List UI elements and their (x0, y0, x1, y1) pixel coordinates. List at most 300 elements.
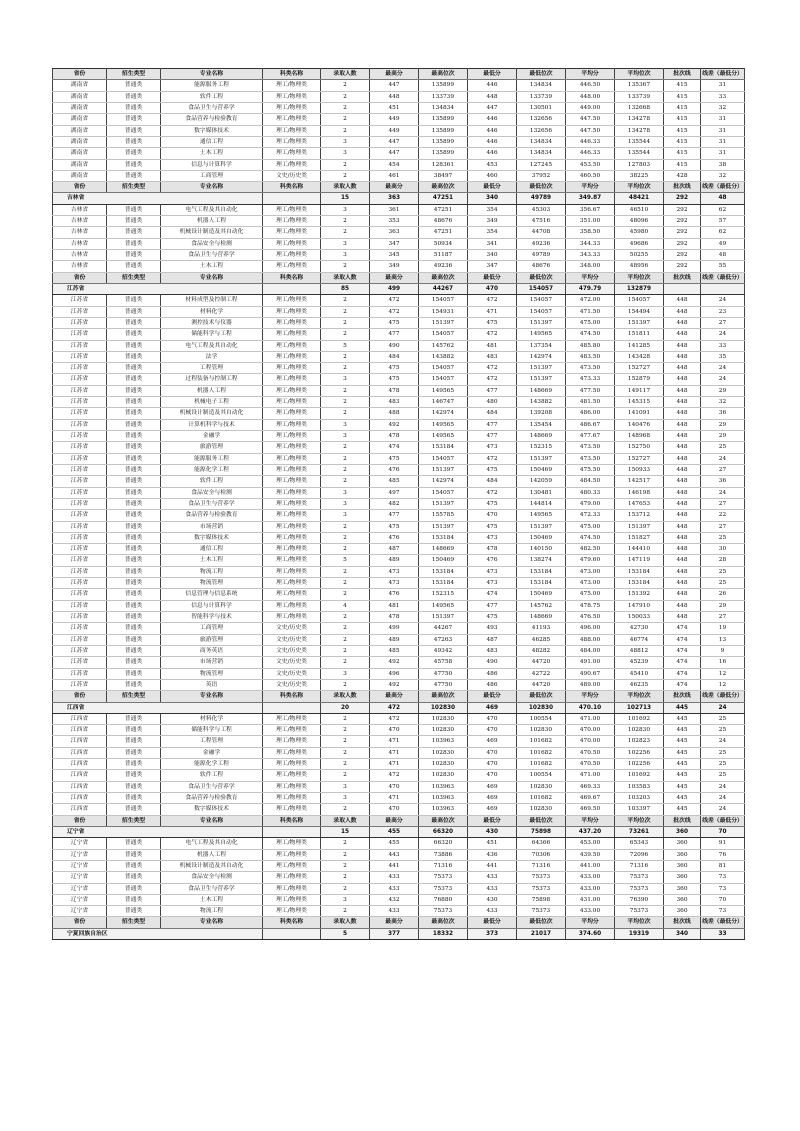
cell-lowest-rank: 48282 (517, 645, 566, 656)
cell-lowest-score: 472 (468, 329, 517, 340)
cell-highest-rank: 142974 (419, 408, 468, 419)
cell-subject-category: 理工/物理类 (263, 906, 321, 917)
summary-highest-rank: 102830 (419, 702, 468, 713)
cell-admission-type: 普通类 (107, 453, 161, 464)
column-header-province: 省份 (53, 815, 107, 826)
summary-average-score: 374.60 (566, 928, 615, 939)
cell-batch-line: 474 (664, 623, 701, 634)
cell-lowest-score: 473 (468, 532, 517, 543)
cell-highest-score: 477 (370, 329, 419, 340)
cell-admitted-count: 2 (321, 385, 370, 396)
table-row (53, 849, 745, 860)
cell-province: 江苏省 (53, 634, 107, 645)
cell-average-score: 448.00 (566, 91, 615, 102)
column-header-batch-line: 批次线 (664, 691, 701, 702)
cell-province: 江苏省 (53, 510, 107, 521)
cell-admission-type: 普通类 (107, 80, 161, 91)
cell-batch-line: 445 (664, 781, 701, 792)
cell-lowest-score: 475 (468, 464, 517, 475)
cell-major-name: 电气工程及其自动化 (161, 838, 263, 849)
cell-highest-score: 471 (370, 793, 419, 804)
cell-batch-line: 448 (664, 397, 701, 408)
cell-average-score: 356.67 (566, 204, 615, 215)
cell-major-name: 软件工程 (161, 770, 263, 781)
cell-average-rank: 147910 (615, 600, 664, 611)
cell-admitted-count: 2 (321, 464, 370, 475)
summary-batch-line: 445 (664, 702, 701, 713)
cell-admission-type: 普通类 (107, 351, 161, 362)
cell-highest-score: 477 (370, 510, 419, 521)
column-header-admitted-count: 录取人数 (321, 815, 370, 826)
column-header-score-gap: 线差（最低分） (701, 272, 745, 283)
cell-subject-category: 理工/物理类 (263, 374, 321, 385)
summary-highest-rank: 44267 (419, 283, 468, 294)
cell-admission-type: 普通类 (107, 838, 161, 849)
cell-province: 江苏省 (53, 623, 107, 634)
summary-admitted-count: 15 (321, 193, 370, 204)
cell-average-rank: 150033 (615, 612, 664, 623)
cell-batch-line: 448 (664, 306, 701, 317)
cell-major-name: 土木工程 (161, 261, 263, 272)
cell-batch-line: 415 (664, 91, 701, 102)
cell-province: 江苏省 (53, 532, 107, 543)
cell-score-gap: 26 (701, 589, 745, 600)
column-header-admitted-count: 录取人数 (321, 272, 370, 283)
column-header-batch-line: 批次线 (664, 182, 701, 193)
cell-highest-rank: 154057 (419, 329, 468, 340)
cell-province: 江苏省 (53, 668, 107, 679)
cell-admitted-count: 2 (321, 770, 370, 781)
cell-highest-score: 497 (370, 487, 419, 498)
cell-highest-score: 449 (370, 125, 419, 136)
cell-score-gap: 57 (701, 216, 745, 227)
cell-score-gap: 19 (701, 623, 745, 634)
cell-lowest-score: 469 (468, 793, 517, 804)
cell-admitted-count: 2 (321, 397, 370, 408)
summary-batch-line: 360 (664, 826, 701, 837)
cell-admission-type: 普通类 (107, 317, 161, 328)
cell-batch-line: 448 (664, 329, 701, 340)
cell-average-score: 475.00 (566, 521, 615, 532)
table-row (53, 657, 745, 668)
cell-lowest-rank: 71316 (517, 860, 566, 871)
cell-score-gap: 22 (701, 510, 745, 521)
summary-score-gap: 33 (701, 928, 745, 939)
cell-batch-line: 292 (664, 216, 701, 227)
cell-average-score: 446.50 (566, 80, 615, 91)
table-row (53, 114, 745, 125)
cell-admission-type: 普通类 (107, 736, 161, 747)
cell-average-score: 471.00 (566, 770, 615, 781)
cell-lowest-score: 460 (468, 170, 517, 181)
column-header-highest-score: 最高分 (370, 272, 419, 283)
cell-province: 江苏省 (53, 555, 107, 566)
cell-major-name: 市场营销 (161, 657, 263, 668)
cell-province: 湖南省 (53, 114, 107, 125)
cell-admission-type: 普通类 (107, 419, 161, 430)
cell-lowest-rank: 101682 (517, 759, 566, 770)
cell-major-name: 金融学 (161, 747, 263, 758)
cell-province: 辽宁省 (53, 872, 107, 883)
cell-highest-rank: 154057 (419, 453, 468, 464)
cell-subject-category: 理工/物理类 (263, 80, 321, 91)
table-row (53, 566, 745, 577)
column-header-highest-rank: 最高位次 (419, 691, 468, 702)
column-header-admission-type: 招生类型 (107, 182, 161, 193)
cell-lowest-rank: 135454 (517, 419, 566, 430)
cell-score-gap: 24 (701, 793, 745, 804)
cell-subject-category: 理工/物理类 (263, 136, 321, 147)
province-summary-row (53, 193, 745, 204)
cell-average-score: 446.33 (566, 136, 615, 147)
cell-average-rank: 144410 (615, 544, 664, 555)
table-row (53, 634, 745, 645)
cell-admitted-count: 3 (321, 204, 370, 215)
cell-batch-line: 448 (664, 589, 701, 600)
cell-admission-type: 普通类 (107, 159, 161, 170)
cell-lowest-rank: 140150 (517, 544, 566, 555)
cell-highest-score: 475 (370, 374, 419, 385)
column-header-lowest-score: 最低分 (468, 691, 517, 702)
cell-subject-category: 理工/物理类 (263, 849, 321, 860)
cell-lowest-rank: 102830 (517, 725, 566, 736)
cell-lowest-rank: 75373 (517, 883, 566, 894)
column-header-highest-score: 最高分 (370, 691, 419, 702)
cell-province: 湖南省 (53, 136, 107, 147)
cell-lowest-rank: 127245 (517, 159, 566, 170)
cell-average-score: 433.00 (566, 872, 615, 883)
cell-average-score: 446.33 (566, 148, 615, 159)
cell-admitted-count: 2 (321, 351, 370, 362)
cell-major-name: 土木工程 (161, 555, 263, 566)
cell-major-name: 工商管理 (161, 170, 263, 181)
table-row (53, 374, 745, 385)
cell-batch-line: 474 (664, 657, 701, 668)
cell-lowest-score: 487 (468, 634, 517, 645)
cell-score-gap: 62 (701, 204, 745, 215)
cell-batch-line: 360 (664, 838, 701, 849)
cell-admission-type: 普通类 (107, 872, 161, 883)
cell-lowest-score: 470 (468, 770, 517, 781)
cell-admission-type: 普通类 (107, 566, 161, 577)
cell-average-rank: 103203 (615, 793, 664, 804)
cell-major-name: 过程装备与控制工程 (161, 374, 263, 385)
cell-batch-line: 448 (664, 600, 701, 611)
cell-admission-type: 普通类 (107, 612, 161, 623)
cell-batch-line: 448 (664, 295, 701, 306)
cell-highest-score: 492 (370, 657, 419, 668)
table-row (53, 397, 745, 408)
cell-lowest-rank: 130481 (517, 487, 566, 498)
cell-major-name: 法学 (161, 351, 263, 362)
summary-subject-category (263, 193, 321, 204)
table-row (53, 442, 745, 453)
column-header-highest-rank: 最高位次 (419, 272, 468, 283)
cell-batch-line: 448 (664, 578, 701, 589)
cell-highest-score: 492 (370, 679, 419, 690)
summary-average-rank: 19319 (615, 928, 664, 939)
cell-score-gap: 81 (701, 860, 745, 871)
cell-subject-category: 理工/物理类 (263, 148, 321, 159)
table-row (53, 317, 745, 328)
column-header-subject-category: 科类名称 (263, 69, 321, 80)
cell-highest-rank: 75373 (419, 872, 468, 883)
cell-subject-category: 理工/物理类 (263, 713, 321, 724)
cell-admission-type: 普通类 (107, 668, 161, 679)
cell-highest-score: 478 (370, 385, 419, 396)
column-header-lowest-score: 最低分 (468, 917, 517, 928)
header-row (53, 917, 745, 928)
cell-lowest-score: 481 (468, 340, 517, 351)
cell-highest-score: 433 (370, 872, 419, 883)
cell-province: 辽宁省 (53, 883, 107, 894)
cell-average-score: 469.67 (566, 793, 615, 804)
cell-highest-rank: 148669 (419, 544, 468, 555)
cell-score-gap: 36 (701, 476, 745, 487)
table-row (53, 216, 745, 227)
cell-admission-type: 普通类 (107, 114, 161, 125)
cell-highest-rank: 49236 (419, 261, 468, 272)
cell-lowest-score: 469 (468, 804, 517, 815)
cell-subject-category: 理工/物理类 (263, 804, 321, 815)
cell-batch-line: 445 (664, 713, 701, 724)
cell-highest-score: 475 (370, 363, 419, 374)
cell-highest-rank: 103963 (419, 793, 468, 804)
cell-province: 江苏省 (53, 578, 107, 589)
province-summary-row (53, 702, 745, 713)
cell-batch-line: 448 (664, 363, 701, 374)
table-row (53, 623, 745, 634)
cell-admitted-count: 2 (321, 634, 370, 645)
cell-subject-category: 理工/物理类 (263, 781, 321, 792)
cell-major-name: 机器人工程 (161, 216, 263, 227)
cell-average-rank: 102830 (615, 725, 664, 736)
cell-major-name: 商务英语 (161, 645, 263, 656)
cell-admitted-count: 2 (321, 747, 370, 758)
column-header-score-gap: 线差（最低分） (701, 917, 745, 928)
table-row (53, 860, 745, 871)
cell-lowest-score: 477 (468, 385, 517, 396)
cell-lowest-score: 441 (468, 860, 517, 871)
cell-average-score: 472.00 (566, 295, 615, 306)
cell-lowest-score: 477 (468, 431, 517, 442)
cell-major-name: 信息与计算科学 (161, 600, 263, 611)
cell-highest-score: 353 (370, 216, 419, 227)
cell-admitted-count: 2 (321, 159, 370, 170)
cell-score-gap: 29 (701, 419, 745, 430)
cell-province: 江苏省 (53, 464, 107, 475)
cell-admitted-count: 3 (321, 148, 370, 159)
cell-admitted-count: 3 (321, 238, 370, 249)
cell-average-score: 482.50 (566, 544, 615, 555)
cell-admitted-count: 2 (321, 329, 370, 340)
cell-admission-type: 普通类 (107, 793, 161, 804)
table-row (53, 759, 745, 770)
cell-lowest-score: 472 (468, 487, 517, 498)
table-row (53, 125, 745, 136)
cell-lowest-rank: 143882 (517, 397, 566, 408)
cell-province: 湖南省 (53, 80, 107, 91)
cell-batch-line: 448 (664, 374, 701, 385)
column-header-subject-category: 科类名称 (263, 272, 321, 283)
cell-lowest-score: 436 (468, 849, 517, 860)
cell-province: 江苏省 (53, 645, 107, 656)
column-header-score-gap: 线差（最低分） (701, 69, 745, 80)
summary-batch-line: 340 (664, 928, 701, 939)
province-summary-row (53, 826, 745, 837)
table-row (53, 261, 745, 272)
cell-highest-rank: 151397 (419, 464, 468, 475)
cell-subject-category: 文史/历史类 (263, 645, 321, 656)
cell-admitted-count: 2 (321, 589, 370, 600)
cell-average-score: 470.00 (566, 736, 615, 747)
cell-subject-category: 理工/物理类 (263, 329, 321, 340)
cell-batch-line: 415 (664, 136, 701, 147)
cell-lowest-rank: 49236 (517, 238, 566, 249)
cell-admitted-count: 2 (321, 578, 370, 589)
column-header-lowest-rank: 最低位次 (517, 815, 566, 826)
table-row (53, 363, 745, 374)
cell-batch-line: 448 (664, 521, 701, 532)
cell-lowest-rank: 144814 (517, 498, 566, 509)
cell-province: 吉林省 (53, 250, 107, 261)
cell-admitted-count: 5 (321, 340, 370, 351)
cell-lowest-rank: 130501 (517, 102, 566, 113)
cell-lowest-rank: 134834 (517, 148, 566, 159)
cell-highest-rank: 154057 (419, 363, 468, 374)
cell-province: 江苏省 (53, 408, 107, 419)
cell-score-gap: 33 (701, 340, 745, 351)
cell-subject-category: 理工/物理类 (263, 532, 321, 543)
cell-score-gap: 38 (701, 159, 745, 170)
cell-lowest-score: 433 (468, 906, 517, 917)
table-row (53, 872, 745, 883)
cell-batch-line: 360 (664, 860, 701, 871)
cell-province: 吉林省 (53, 238, 107, 249)
table-row (53, 713, 745, 724)
cell-lowest-score: 483 (468, 351, 517, 362)
cell-highest-rank: 153184 (419, 578, 468, 589)
table-row (53, 148, 745, 159)
cell-lowest-rank: 154057 (517, 295, 566, 306)
cell-province: 吉林省 (53, 261, 107, 272)
summary-lowest-score: 430 (468, 826, 517, 837)
cell-average-score: 473.50 (566, 363, 615, 374)
cell-score-gap: 25 (701, 713, 745, 724)
cell-admitted-count: 2 (321, 532, 370, 543)
column-header-average-score: 平均分 (566, 272, 615, 283)
cell-highest-rank: 153184 (419, 566, 468, 577)
column-header-lowest-score: 最低分 (468, 69, 517, 80)
cell-province: 辽宁省 (53, 906, 107, 917)
table-row (53, 747, 745, 758)
cell-average-score: 480.33 (566, 487, 615, 498)
cell-province: 吉林省 (53, 216, 107, 227)
table-row (53, 793, 745, 804)
cell-highest-score: 476 (370, 589, 419, 600)
cell-highest-rank: 153184 (419, 442, 468, 453)
cell-score-gap: 62 (701, 227, 745, 238)
cell-highest-rank: 73886 (419, 849, 468, 860)
cell-province: 辽宁省 (53, 894, 107, 905)
cell-batch-line: 448 (664, 351, 701, 362)
column-header-highest-rank: 最高位次 (419, 69, 468, 80)
cell-average-rank: 102256 (615, 759, 664, 770)
cell-batch-line: 448 (664, 408, 701, 419)
cell-average-rank: 133739 (615, 91, 664, 102)
cell-province: 江苏省 (53, 306, 107, 317)
column-header-lowest-rank: 最低位次 (517, 691, 566, 702)
column-header-lowest-rank: 最低位次 (517, 272, 566, 283)
column-header-highest-score: 最高分 (370, 69, 419, 80)
column-header-average-rank: 平均位次 (615, 691, 664, 702)
cell-lowest-score: 446 (468, 148, 517, 159)
cell-score-gap: 27 (701, 521, 745, 532)
cell-admission-type: 普通类 (107, 894, 161, 905)
cell-subject-category: 理工/物理类 (263, 363, 321, 374)
cell-score-gap: 27 (701, 464, 745, 475)
table-row (53, 204, 745, 215)
summary-highest-score: 472 (370, 702, 419, 713)
cell-lowest-rank: 44720 (517, 657, 566, 668)
cell-province: 江苏省 (53, 397, 107, 408)
cell-major-name: 能源化学工程 (161, 759, 263, 770)
cell-average-score: 470.50 (566, 759, 615, 770)
cell-batch-line: 448 (664, 431, 701, 442)
column-header-score-gap: 线差（最低分） (701, 815, 745, 826)
cell-average-rank: 148968 (615, 431, 664, 442)
cell-average-rank: 71316 (615, 860, 664, 871)
cell-subject-category: 理工/物理类 (263, 589, 321, 600)
cell-admission-type: 普通类 (107, 227, 161, 238)
cell-score-gap: 29 (701, 431, 745, 442)
cell-subject-category: 理工/物理类 (263, 351, 321, 362)
table-row (53, 464, 745, 475)
cell-admitted-count: 3 (321, 136, 370, 147)
cell-average-score: 453.00 (566, 838, 615, 849)
cell-lowest-score: 474 (468, 589, 517, 600)
cell-average-rank: 42730 (615, 623, 664, 634)
cell-batch-line: 445 (664, 725, 701, 736)
cell-province: 吉林省 (53, 204, 107, 215)
cell-batch-line: 448 (664, 510, 701, 521)
summary-highest-rank: 47251 (419, 193, 468, 204)
summary-score-gap: 24 (701, 702, 745, 713)
cell-highest-score: 454 (370, 159, 419, 170)
cell-major-name: 能源服务工程 (161, 453, 263, 464)
column-header-average-score: 平均分 (566, 69, 615, 80)
summary-lowest-score: 469 (468, 702, 517, 713)
cell-lowest-rank: 142059 (517, 476, 566, 487)
cell-major-name: 食品安全与检测 (161, 872, 263, 883)
cell-lowest-rank: 37952 (517, 170, 566, 181)
cell-admitted-count: 2 (321, 883, 370, 894)
cell-average-rank: 46510 (615, 204, 664, 215)
cell-score-gap: 76 (701, 849, 745, 860)
cell-subject-category: 理工/物理类 (263, 566, 321, 577)
table-row (53, 578, 745, 589)
cell-admitted-count: 3 (321, 431, 370, 442)
column-header-batch-line: 批次线 (664, 272, 701, 283)
cell-province: 江苏省 (53, 476, 107, 487)
cell-admission-type: 普通类 (107, 261, 161, 272)
cell-batch-line: 415 (664, 80, 701, 91)
table-row (53, 532, 745, 543)
cell-highest-score: 349 (370, 261, 419, 272)
cell-admission-type: 普通类 (107, 623, 161, 634)
cell-highest-rank: 49342 (419, 645, 468, 656)
cell-admission-type: 普通类 (107, 374, 161, 385)
